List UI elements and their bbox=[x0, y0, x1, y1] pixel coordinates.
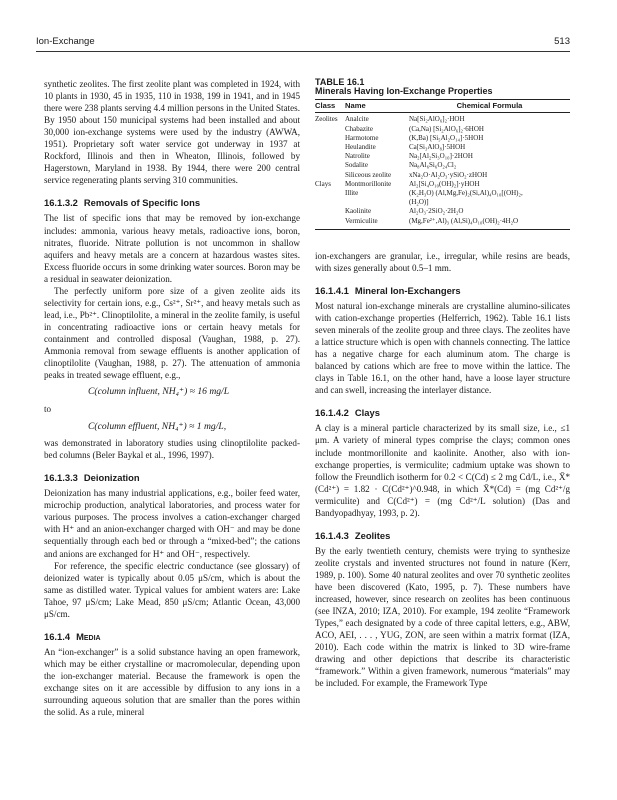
table-row-continuation bbox=[315, 198, 570, 207]
cell-name: Natrolite bbox=[345, 152, 370, 161]
paragraph: was demonstrated in laboratory studies using clinoptilolite packed-bed columns (Beler Baykal et al., 1996, 1997). bbox=[44, 438, 300, 461]
section-heading: 16.1.4.3 Zeolites bbox=[315, 529, 391, 541]
col-header-name: Name bbox=[345, 101, 366, 111]
cell-name: Illite bbox=[345, 189, 359, 198]
cell-formula: (K,Ba) [Si₅Al₂O₁₄]·5HOH bbox=[409, 133, 484, 142]
cell-name: Sodalite bbox=[345, 161, 368, 170]
cell-name: Heulandite bbox=[345, 143, 376, 152]
cell-class bbox=[315, 152, 345, 161]
table-row bbox=[315, 171, 570, 180]
cell-formula: (Mg,Fe²⁺,Al)₃ (Al,Si)₄O₁₀(OH)₂·4H₂O bbox=[409, 216, 519, 225]
paragraph: synthetic zeolites. The first zeolite plant was completed in 1924, with 10 plants in 1930, 45 in 1935, 110 in 1938, 199 in 1941, and in 1945 there were 238 plants serving 4.4 million persons in the United States. By 1950 about 150 municipal systems had been installed and about 30,000 ion-exchange systems were used by the industry (AWWA, 1951). Proprietary soft water service got underway in 1937 at Rockford, Illinois and then in Wheaton, Illinois, followed by Hagerstown, Maryland in 1938. By 1944, there were 200 central service regenerating plants serving 310 communities. bbox=[44, 79, 300, 186]
section-heading: 16.1.4.2 Clays bbox=[315, 407, 380, 419]
table-body bbox=[315, 115, 570, 225]
equation-influent: C(column influent, NH₄⁺) ≈ 16 mg/L bbox=[88, 386, 230, 398]
cell-formula: Ca[Si₃AlO₈]·5HOH bbox=[409, 143, 466, 152]
cell-class: Zeolites bbox=[315, 115, 338, 124]
table-row bbox=[315, 161, 570, 170]
equation-connector: to bbox=[44, 404, 52, 415]
page-number: 513 bbox=[554, 36, 570, 47]
paragraph: The list of specific ions that may be removed by ion-exchange includes: ammonia, various heavy metals, radioactive ions, boron, nitrates, fluoride. Nitrate pollution is not uncommon in shallow aquifers and heavy metals are a concern at hazardous wastes sites. Excess fluoride occurs in some drinking water sources. Boron may be a residual in seawater deionization. bbox=[44, 213, 300, 284]
right-column bbox=[315, 78, 570, 689]
cell-formula: Na₈Al₆Si₆O₂₄Cl₂ bbox=[409, 161, 457, 170]
col-header-class: Class bbox=[315, 101, 336, 111]
table-row bbox=[315, 143, 570, 152]
cell-name: Siliceous zeolite bbox=[345, 170, 392, 179]
cell-name: Chabazite bbox=[345, 124, 373, 133]
paragraph: By the early twentieth century, chemists were trying to synthesize zeolite crystals and invented structures not found in nature (Kerr, 1989, p. 100). Some 40 natural zeolites and over 70 synthetic zeolites have been discovered (Kato, 1995, p. 7). These numbers have increased, however, since research on zeolites has been continuous (see INZA, 2010; IZA, 2010). For example, 194 zeolite “Framework Types,” each designated by a code of three capital letters, e.g., ABW, ACO, AEI, . . . , YUG, ZON, are seen within a matrix format (IZA, 2010). Each code within the matrix is linked to 3D wire-frame drawing and other depictions that describe its characteristic “framework.” Within a given framework, numerous “materials” may be included. For example, the Framework Type bbox=[315, 545, 570, 689]
paragraph: An “ion-exchanger” is a solid substance having an open framework, which may be either crystalline or macromolecular, depending upon the ion-exchanger material. Because the framework is open the exchange sites on it are accessible by diffusion to any ions in a surrounding aqueous solution that are smaller than the pores within the solid. As a rule, mineral bbox=[44, 646, 300, 718]
table-row bbox=[315, 180, 570, 189]
cell-name: Analcite bbox=[345, 115, 369, 124]
table-header bbox=[315, 100, 570, 112]
table-title: Minerals Having Ion-Exchange Properties bbox=[315, 86, 493, 97]
cell-name: Harmotome bbox=[345, 133, 379, 142]
cell-name: Vermiculite bbox=[345, 216, 378, 225]
table-row bbox=[315, 115, 570, 124]
section-heading: 16.1.3.3 Deionization bbox=[44, 472, 140, 484]
table-row bbox=[315, 152, 570, 161]
table-rule-mid bbox=[315, 112, 570, 113]
cell-formula: xNa₂O·Al₂O₃·ySiO₂·zHOH bbox=[409, 170, 488, 179]
table-label: TABLE 16.1 bbox=[315, 77, 365, 87]
table-row bbox=[315, 189, 570, 198]
section-heading: 16.1.4 Media bbox=[44, 630, 101, 642]
minerals-table bbox=[315, 78, 570, 230]
paragraph: ion-exchangers are granular, i.e., irregular, while resins are beads, with sizes generally about 0.5–1 mm. bbox=[315, 250, 570, 273]
cell-formula: Al₂[Si₄O₁₀(OH)₂]·yHOH bbox=[409, 179, 480, 188]
section-heading: 16.1.3.2 Removals of Specific Ions bbox=[44, 197, 201, 209]
table-row bbox=[315, 125, 570, 134]
paragraph: Deionization has many industrial applications, e.g., boiler feed water, microchip production, analytical laboratories, and process water for various purposes. The process involves a cation-exchanger charged with H⁺ and an anion-exchanger charged with OH⁻ and may be done sequentially through each bed or through a “mixed-bed”; the cations and anions are exchanged for H⁺ and OH⁻, respectively. bbox=[44, 488, 300, 559]
equation-effluent: C(column effluent, NH₄⁺) ≈ 1 mg/L, bbox=[88, 421, 227, 433]
paragraph: For reference, the specific electric conductance (see glossary) of deionized water is typically about 0.05 μS/cm, which is about the same as distilled water. Typical values for ambient waters are: Lake Tahoe, 97 μS/cm; Lake Mead, 850 μS/cm; Atlantic Ocean, 43,000 μS/cm. bbox=[44, 560, 300, 619]
table-row bbox=[315, 207, 570, 216]
cell-class bbox=[315, 125, 345, 134]
running-header bbox=[36, 36, 570, 50]
cell-formula: Al₂O₃·2SiO₂·2H₂O bbox=[409, 207, 464, 216]
table-row bbox=[315, 217, 570, 226]
cell-name: Kaolinite bbox=[345, 207, 372, 216]
cell-class bbox=[315, 171, 345, 180]
table-rule-bottom bbox=[315, 229, 570, 230]
cell-formula: Na[Si₂AlO₆]₂·HOH bbox=[409, 115, 465, 124]
col-header-formula: Chemical Formula bbox=[456, 101, 523, 111]
cell-class bbox=[315, 161, 345, 170]
cell-formula: Na₂[Al₂Si₃O₁₀]·2HOH bbox=[409, 152, 473, 161]
cell-formula: (K₂H₃O) (Al,Mg,Fe)₂(Si,Al)₄O₁₀[(OH)₂, bbox=[409, 189, 523, 198]
cell-class bbox=[315, 217, 345, 226]
cell-formula: (H₂O)] bbox=[409, 198, 429, 207]
cell-class bbox=[315, 189, 345, 198]
paragraph: A clay is a mineral particle characterized by its small size, i.e., ≤1 μm. A variety of mineral types comprise the clays; common ones include montmorillonite and kaolinite. Another, also with ion-exchange properties, is vermiculite; cadmium uptake was shown to follow the Freundlich isotherm for 0.2 < C(Cd) ≤ 2 mg Cd/L, i.e., X̄*(Cd²⁺) = 1.82 · C(Cd²⁺)^0.948, in which X̄*(Cd) = (mg Cd²⁺/g vermiculite) and C(Cd²⁺) = (mg Cd²⁺/L solution) (Das and Bandyopadhyay, 1993, p. 2). bbox=[315, 423, 570, 518]
cell-class bbox=[315, 143, 345, 152]
section-heading: 16.1.4.1 Mineral Ion-Exchangers bbox=[315, 284, 461, 296]
running-head: Ion-Exchange bbox=[36, 36, 95, 47]
paragraph: Most natural ion-exchange minerals are crystalline alumino-silicates with cation-exchange properties (Helferrich, 1962). Table 16.1 lists seven minerals of the zeolite group and three clays. The zeolites have a lattice structure which is open with channels connecting. The lattice has a negative charge for each aluminum atom. The charge is balanced by cations which are free to move within the lattice. The clays in Table 16.1, on the other hand, have a loose layer structure and can swell, increasing the interlayer distance. bbox=[315, 300, 570, 396]
paragraph: The perfectly uniform pore size of a given zeolite aids its selectivity for certain ions, e.g., Cs²⁺, Sr²⁺, and heavy metals such as lead, i.e., Pb²⁺. Clinoptilolite, a mineral in the zeolite family, is useful in concentrating radioactive ions or certain heavy metals for containment and controlled disposal (Vaughan, 1988, p. 27). Ammonia removal from sewage effluents is another application of clinoptilolite (Vaughan, 1988, p. 27). The attenuation of ammonia peaks in treated sewage effluent, e.g., bbox=[44, 285, 300, 381]
cell-formula: (Ca,Na) [Si₂AlO₆]₂·6HOH bbox=[409, 124, 484, 133]
header-rule bbox=[36, 51, 570, 52]
cell-class bbox=[315, 207, 345, 216]
table-row bbox=[315, 134, 570, 143]
left-column bbox=[44, 78, 300, 718]
cell-class: Clays bbox=[315, 179, 331, 188]
cell-class bbox=[315, 134, 345, 143]
cell-name: Montmorillonite bbox=[345, 179, 392, 188]
